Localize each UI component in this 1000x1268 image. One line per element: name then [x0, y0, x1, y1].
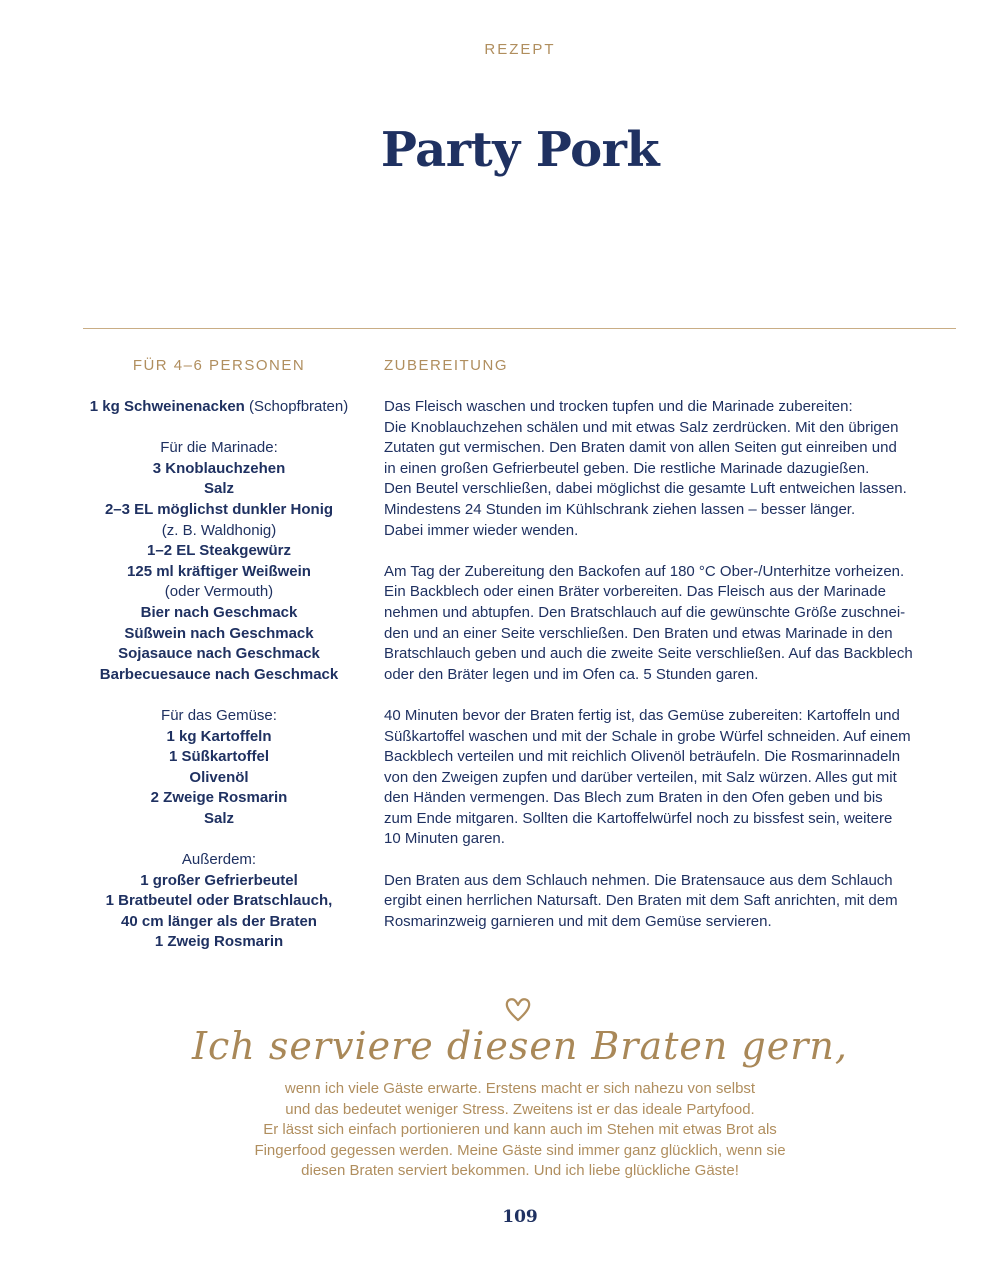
- preparation-paragraph: [384, 397, 956, 541]
- marinade-item: 3 Knoblauchzehen: [152, 459, 286, 477]
- ingredient-main-note: (Schopfbraten): [244, 398, 349, 415]
- vegetables-items: [83, 727, 355, 830]
- extra-item: 40 cm länger als der Braten: [121, 912, 317, 930]
- marinade-item: (z. B. Waldhonig): [161, 521, 277, 539]
- recipe-kicker: REZEPT: [484, 41, 556, 58]
- marinade-item: Sojasauce nach Geschmack: [118, 645, 320, 663]
- extra-item: 1 Bratbeutel oder Bratschlauch,: [105, 892, 333, 910]
- vegetable-item: 2 Zweige Rosmarin: [150, 789, 288, 807]
- vegetable-item: Olivenöl: [189, 768, 249, 786]
- note-line: Fingerfood gegessen werden. Meine Gäste sind immer ganz glücklich, wenn sie: [254, 1141, 786, 1159]
- ingredients-list: [83, 397, 355, 953]
- vegetable-item: 1 kg Kartoffeln: [166, 727, 272, 745]
- preparation-line: oder den Bräter legen und im Ofen ca. 5 Stunden garen.: [384, 665, 759, 683]
- marinade-item: Salz: [203, 480, 234, 498]
- marinade-item: 125 ml kräftiger Weißwein: [127, 562, 311, 580]
- preparation-paragraph: [384, 706, 956, 850]
- preparation-steps: [384, 397, 956, 932]
- marinade-items: [83, 459, 355, 686]
- preparation-heading: ZUBEREITUNG: [384, 357, 509, 374]
- marinade-item: Barbecuesauce nach Geschmack: [99, 665, 339, 683]
- preparation-line: Zutaten gut vermischen. Den Braten damit von allen Seiten gut einreiben und: [384, 439, 897, 457]
- marinade-item: Bier nach Geschmack: [140, 603, 298, 621]
- section-divider: [83, 328, 956, 329]
- heart-icon: [503, 994, 533, 1024]
- preparation-line: nehmen und abtupfen. Den Bratschlauch auf die gewünschte Größe zuschnei-: [384, 603, 906, 621]
- note-line: Er lässt sich einfach portionieren und kann auch im Stehen mit etwas Brot als: [263, 1121, 777, 1139]
- extra-items: [83, 871, 355, 953]
- note-line: und das bedeutet weniger Stress. Zweitens ist er das ideale Partyfood.: [285, 1100, 755, 1118]
- preparation-line: in einen großen Gefrierbeutel geben. Die restliche Marinade dazugießen.: [384, 459, 870, 477]
- preparation-line: 10 Minuten garen.: [384, 830, 505, 848]
- vegetables-label: Für das Gemüse:: [161, 706, 277, 724]
- note-script-heading: Ich serviere diesen Braten gern,: [192, 1024, 848, 1068]
- recipe-title: Party Pork: [380, 122, 660, 178]
- preparation-line: von den Zweigen zupfen und darüber verteilen, mit Salz würzen. Alles gut mit: [384, 768, 897, 786]
- marinade-item: (oder Vermouth): [164, 583, 274, 601]
- preparation-paragraph: [384, 871, 956, 933]
- ingredients-heading: FÜR 4–6 PERSONEN: [132, 357, 306, 374]
- page-number: 109: [502, 1207, 538, 1227]
- preparation-line: Backblech verteilen und mit reichlich Olivenöl beträufeln. Die Rosmarinnadeln: [384, 748, 901, 766]
- preparation-line: den Händen vermengen. Das Blech zum Braten in den Ofen geben und bis: [384, 789, 883, 807]
- preparation-line: Am Tag der Zubereitung den Backofen auf 180 °C Ober-/Unterhitze vorheizen.: [384, 562, 905, 580]
- marinade-item: 2–3 EL möglichst dunkler Honig: [104, 500, 334, 518]
- ingredient-main: [83, 397, 355, 418]
- note-text: [0, 1079, 1000, 1182]
- preparation-line: Das Fleisch waschen und trocken tupfen und die Marinade zubereiten:: [384, 398, 853, 415]
- marinade-item: 1–2 EL Steakgewürz: [147, 542, 291, 560]
- preparation-line: Dabei immer wieder wenden.: [384, 521, 579, 539]
- preparation-paragraph: [384, 562, 956, 686]
- note-line: wenn ich viele Gäste erwarte. Erstens macht er sich nahezu von selbst: [284, 1080, 756, 1097]
- extra-label: Außerdem:: [181, 851, 257, 869]
- ingredient-main-name: 1 kg Schweinenacken: [89, 398, 245, 415]
- preparation-line: den und an einer Seite verschließen. Den Braten und etwas Marinade in den: [384, 624, 893, 642]
- preparation-line: Ein Backblech oder einen Bräter vorbereiten. Das Fleisch aus der Marinade: [384, 583, 886, 601]
- preparation-line: Die Knoblauchzehen schälen und mit etwas Salz zerdrücken. Mit den übrigen: [384, 418, 899, 436]
- vegetable-item: 1 Süßkartoffel: [168, 748, 270, 766]
- preparation-line: 40 Minuten bevor der Braten fertig ist, das Gemüse zubereiten: Kartoffeln und: [384, 706, 900, 724]
- preparation-line: zum Ende mitgaren. Sollten die Kartoffelwürfel noch zu bissfest sein, weitere: [384, 809, 893, 827]
- preparation-line: ergibt einen herrlichen Natursaft. Den Braten mit dem Saft anrichten, mit dem: [384, 892, 898, 910]
- marinade-label: Für die Marinade:: [160, 439, 278, 457]
- preparation-line: Bratschlauch geben und auch die zweite Seite verschließen. Auf das Backblech: [384, 645, 913, 663]
- vegetable-item: Salz: [203, 809, 234, 827]
- preparation-line: Den Braten aus dem Schlauch nehmen. Die Bratensauce aus dem Schlauch: [384, 871, 893, 889]
- extra-item: 1 großer Gefrierbeutel: [140, 871, 298, 889]
- preparation-line: Mindestens 24 Stunden im Kühlschrank ziehen lassen – besser länger.: [384, 500, 856, 518]
- preparation-line: Rosmarinzweig garnieren und mit dem Gemüse servieren.: [384, 912, 772, 930]
- note-line: diesen Braten serviert bekommen. Und ich liebe glückliche Gäste!: [301, 1162, 739, 1180]
- marinade-item: Süßwein nach Geschmack: [124, 624, 314, 642]
- preparation-line: Den Beutel verschließen, dabei möglichst die gesamte Luft entweichen lassen.: [384, 480, 907, 498]
- preparation-line: Süßkartoffel waschen und mit der Schale in grobe Würfel schneiden. Auf einem: [384, 727, 911, 745]
- extra-item: 1 Zweig Rosmarin: [154, 933, 284, 951]
